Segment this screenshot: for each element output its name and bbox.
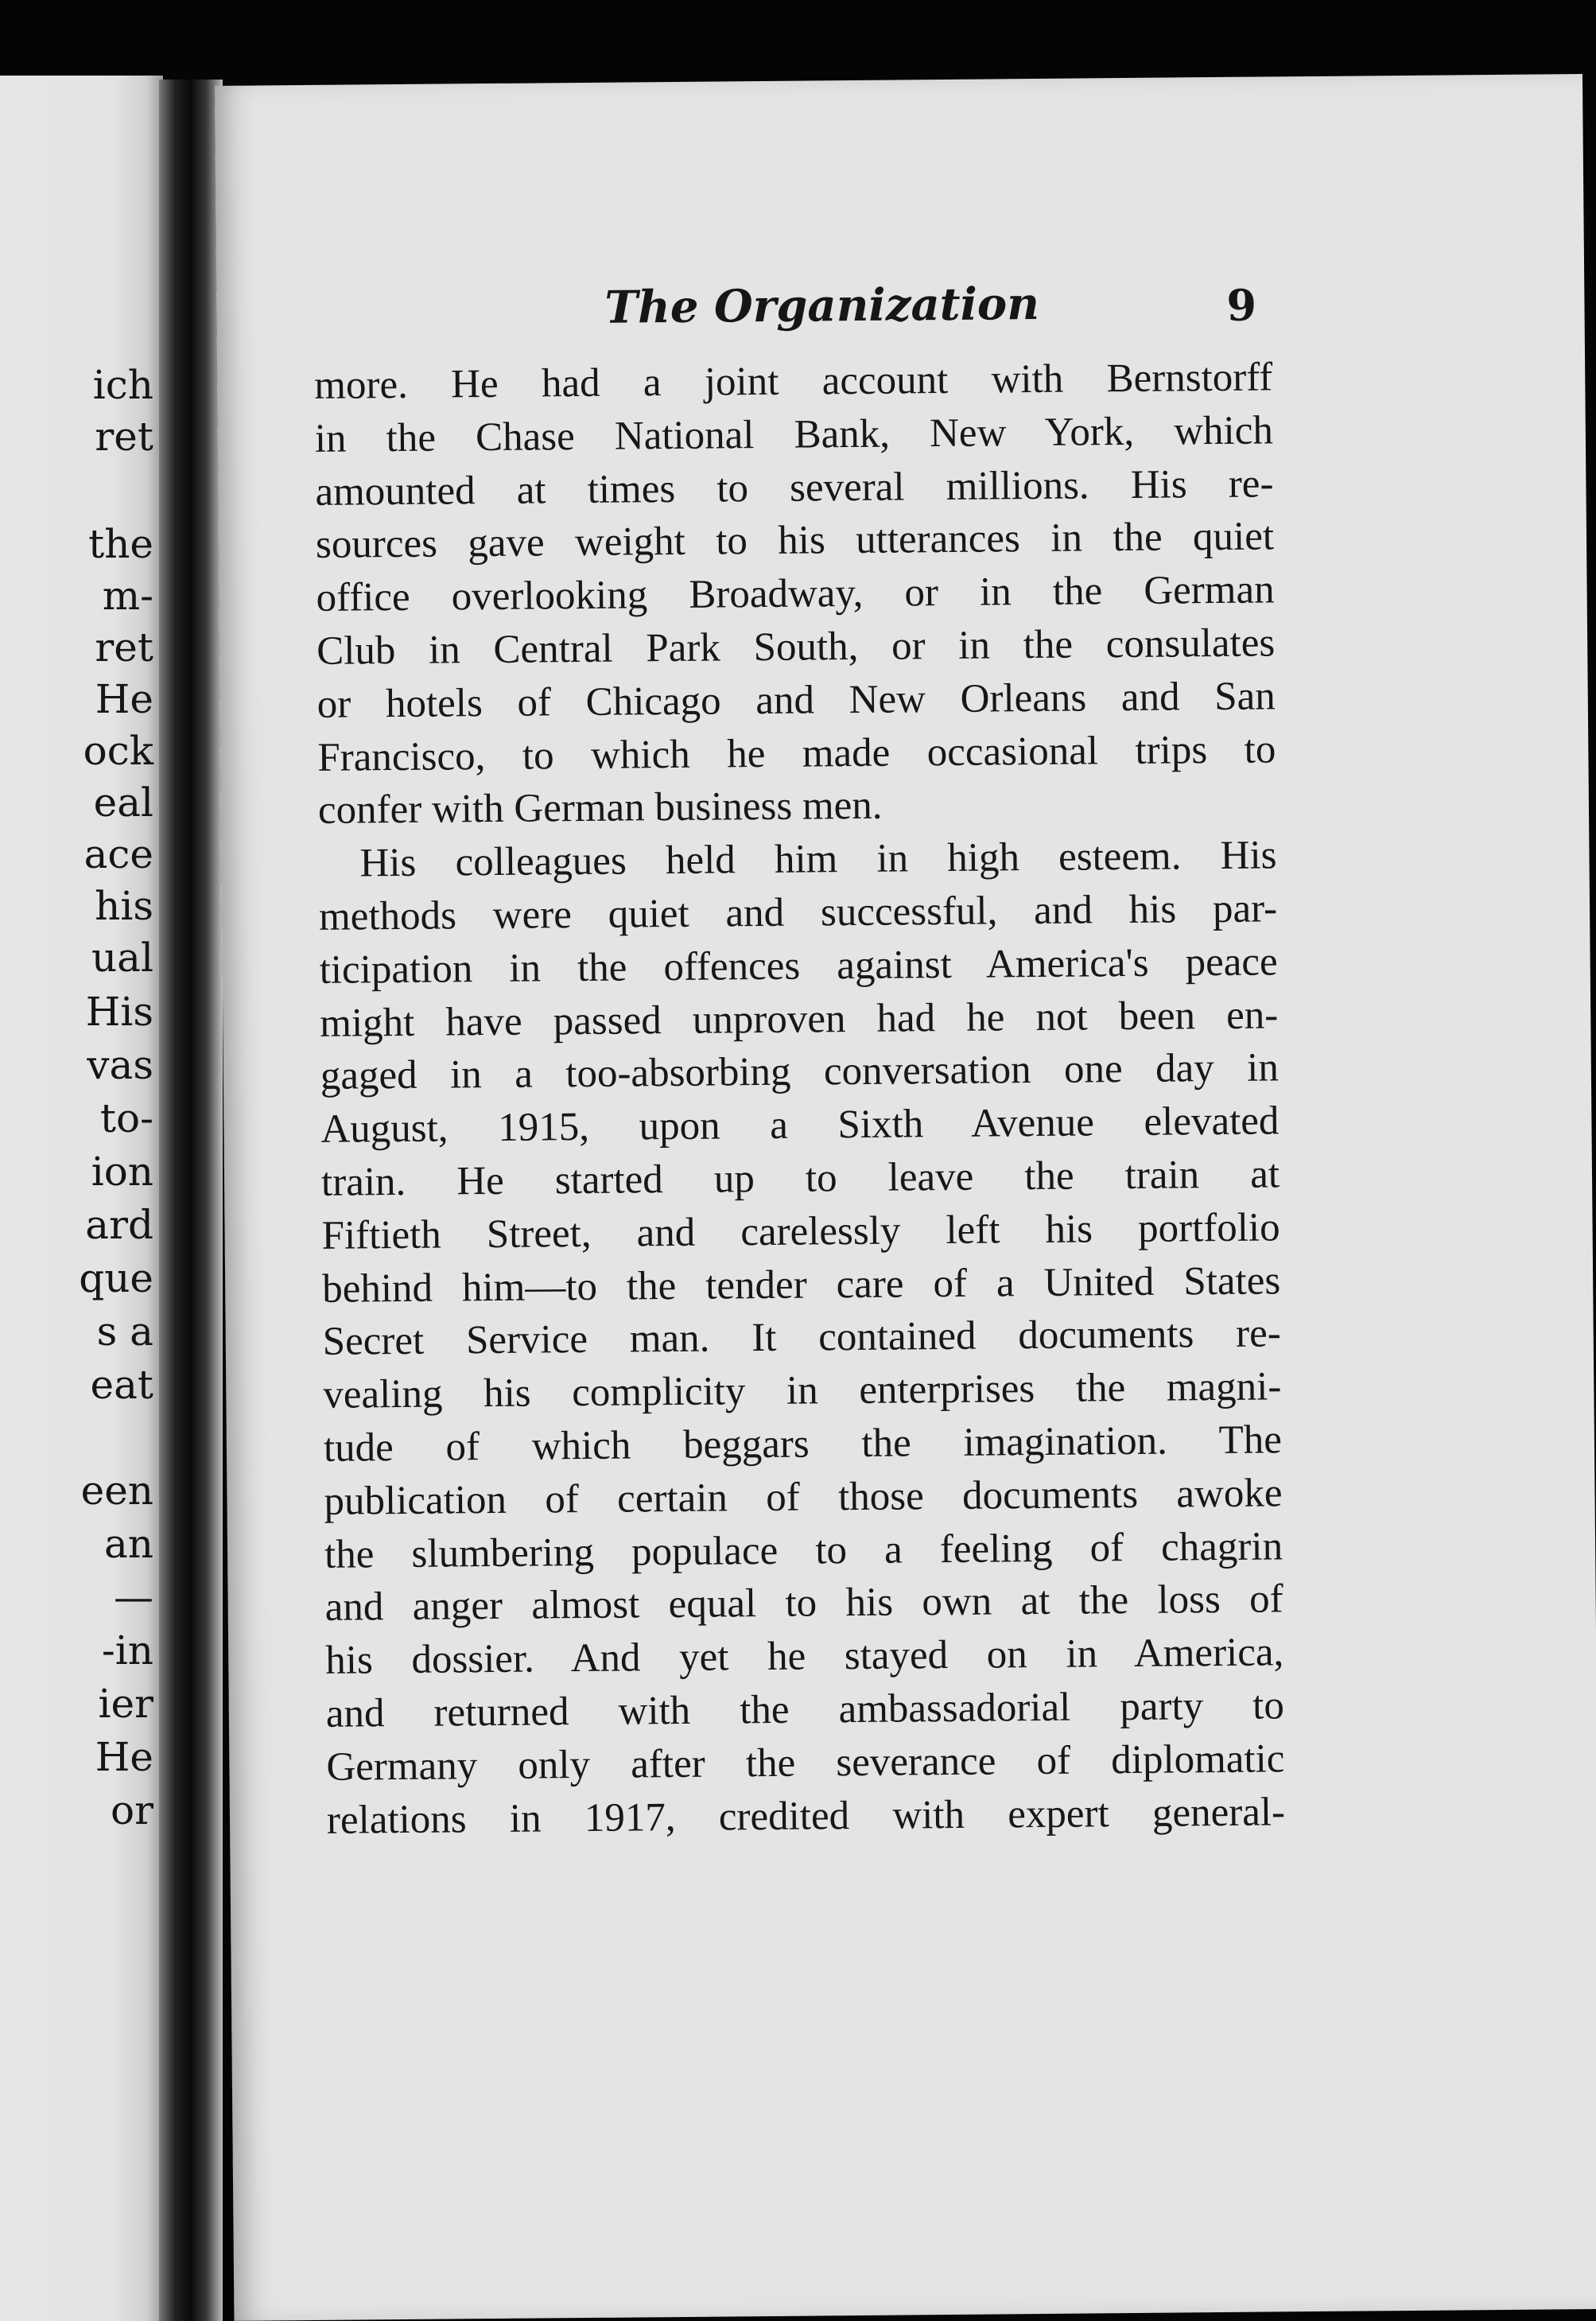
text-line: Germany only after the severance of diplomatic [326,1736,1285,1790]
left-fragment: He [95,676,153,722]
left-fragment: ual [91,935,153,981]
text-line: the slumbering populace to a feeling of chagrin [324,1523,1283,1577]
text-line: August, 1915, upon a Sixth Avenue elevated [320,1098,1280,1153]
left-fragment: ion [91,1149,153,1195]
left-fragment: ier [98,1681,153,1727]
left-fragment: vas [87,1042,153,1088]
left-fragment: ret [95,624,153,671]
left-fragment: een [80,1468,153,1514]
left-fragment: ret [95,414,153,460]
left-fragment: — [114,1574,153,1620]
text-line: amounted at times to several millions. His re- [315,461,1274,515]
text-line: or hotels of Chicago and New Orleans and San [316,674,1276,727]
left-fragment: the [88,521,153,567]
text-line: sources gave weight to his utterances in the quiet [315,514,1275,568]
text-line: his dossier. And yet he stayed on in America, [325,1630,1284,1683]
text-line: gaged in a too-absorbing conversation one day in [320,1045,1280,1099]
text-line: ticipation in the offences against America's peace [319,939,1278,993]
running-title: The Organization [604,277,1040,334]
left-fragment: He [95,1734,153,1780]
left-fragment: or [110,1787,153,1833]
text-line: more. He had a joint account with Bernstorff [314,355,1273,408]
left-fragment: ock [83,728,153,774]
page-number: 9 [1226,279,1257,331]
left-fragment: ich [92,362,153,408]
text-line: Secret Service man. It contained documents re- [322,1311,1281,1365]
text-line: Club in Central Park South, or in the consulates [316,620,1276,674]
text-line: behind him—to the tender care of a United States [321,1258,1281,1312]
left-fragment: que [79,1255,153,1301]
text-line: office overlooking Broadway, or in the German [316,567,1275,621]
left-fragment: m- [102,573,153,619]
right-page [215,74,1596,2321]
text-line: and returned with the ambassadorial party to [325,1683,1285,1736]
text-line: relations in 1917, credited with expert general- [326,1789,1286,1843]
left-fragment: s a [96,1308,153,1355]
text-line: train. He started up to leave the train at [320,1152,1280,1205]
text-line: might have passed unproven had he not been en- [320,992,1279,1046]
left-fragment: eal [93,779,153,826]
text-line: Francisco, to which he made occasional trips to [317,726,1276,780]
left-fragment: ard [85,1202,153,1248]
book-gutter-shadow [159,80,223,2321]
left-facing-page [0,76,163,2321]
text-line: in the Chase National Bank, New York, which [314,408,1274,461]
text-line: confer with German business men. [317,783,883,834]
left-fragment: eat [90,1362,153,1408]
page-header [216,273,1585,348]
left-fragment: ace [83,831,153,877]
body-text [314,351,1285,1847]
left-fragment: His [85,989,153,1035]
text-line: publication of certain of those documents awoke [324,1471,1283,1524]
text-line: His colleagues held him in high esteem. His [359,833,1277,886]
text-line: and anger almost equal to his own at the loss of [324,1576,1283,1631]
left-fragment: an [103,1521,153,1567]
left-fragment: his [95,883,153,929]
text-line: Fiftieth Street, and carelessly left his portfolio [321,1205,1280,1258]
text-line: methods were quiet and successful, and his par- [318,886,1278,939]
left-fragment: -in [101,1627,153,1674]
text-line: vealing his complicity in enterprises the magni- [323,1364,1282,1418]
left-fragment: to- [99,1095,153,1141]
text-line: tude of which beggars the imagination. The [323,1417,1283,1471]
